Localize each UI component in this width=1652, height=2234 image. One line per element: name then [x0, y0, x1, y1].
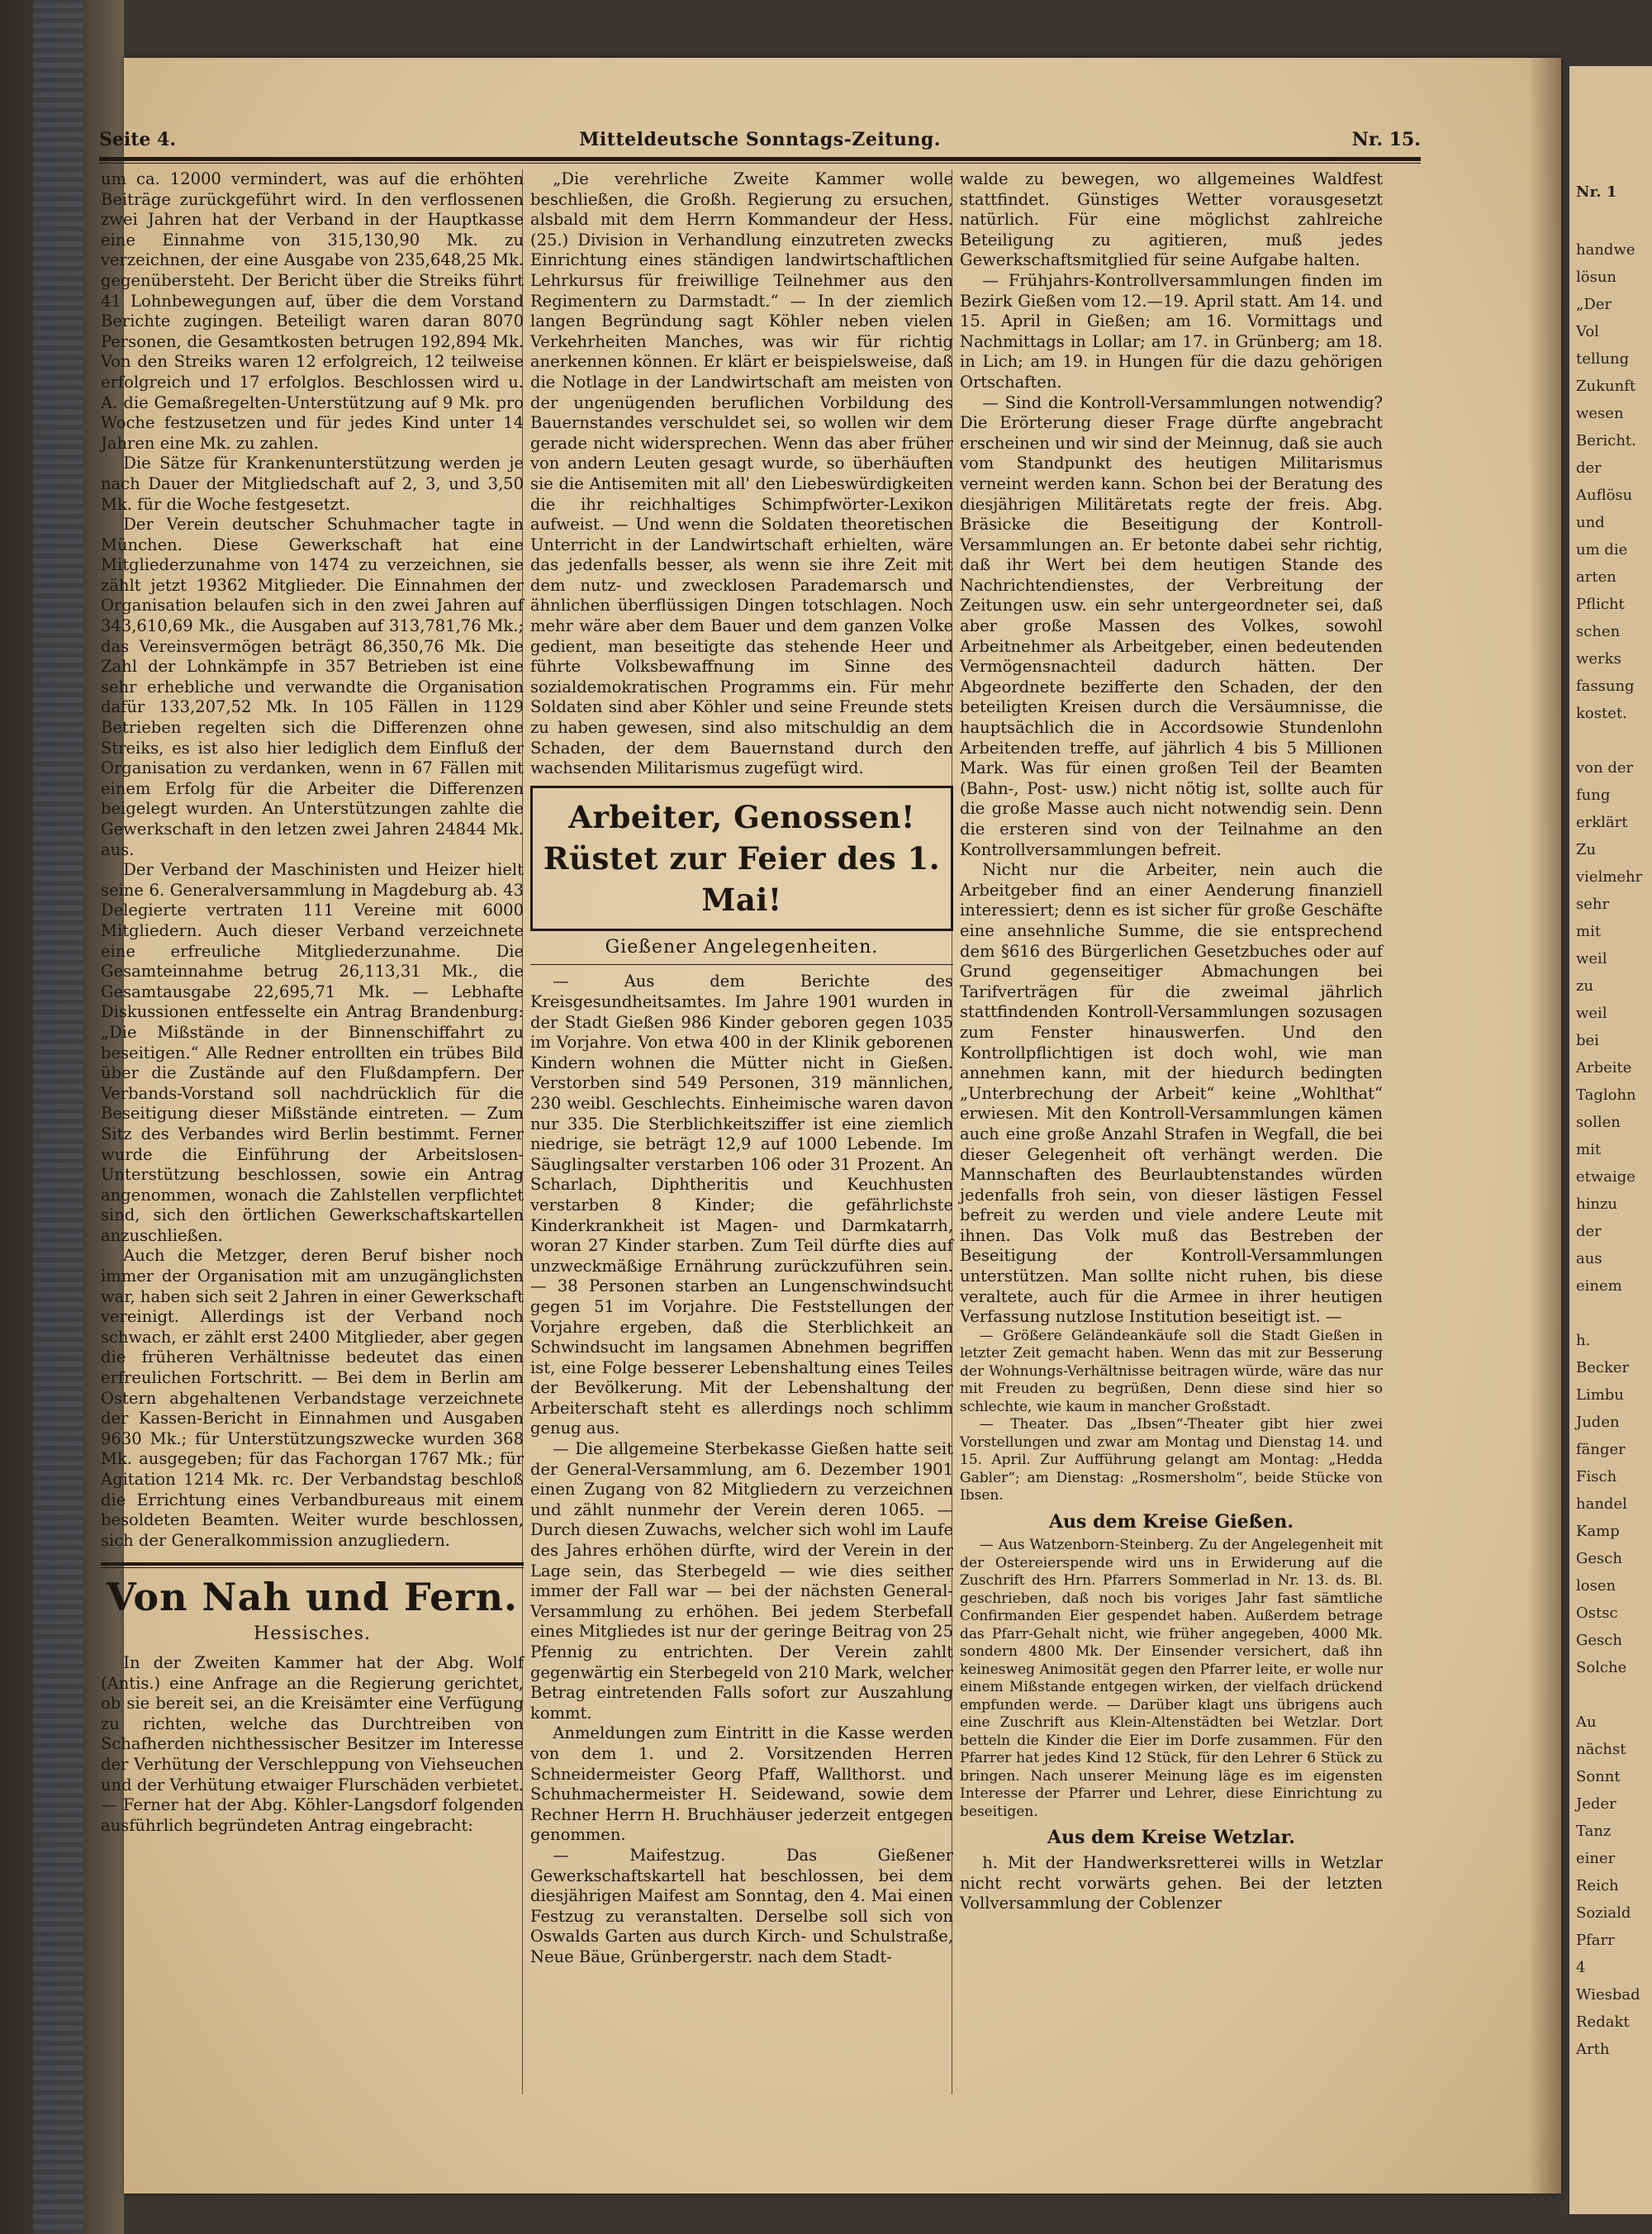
adjacent-page-line: Arth: [1576, 2041, 1610, 2058]
adjacent-page-line: Tanz: [1576, 1823, 1612, 1840]
article-paragraph: h. Mit der Handwerksretterei wills in Wetzlar nicht recht vorwärts gehen. Bei der letzten Vollversammlung der Coblenzer: [960, 1853, 1383, 1913]
gutter-shadow: [1528, 58, 1561, 2194]
article-paragraph: Auch die Metzger, deren Beruf bisher noch immer der Organisation mit am unzugänglichsten war, haben sich seit 2 Jahren in einer Gewerkschaft vereinigt. Allerdings ist der Verband noch schwach, er zählt erst 2400 Mitglieder, aber gegen die früheren Verhältnisse bedeutet das einen erfreulichen Fortschritt. — Bei dem in Berlin am Ostern abgehaltenen Verbandstage verzeichnete der Kassen-Bericht in Einnahmen und Ausgaben 9630 Mk.; für Unterstützungszwecke wurden 368 Mk. ausgegeben; für das Fachorgan 1767 Mk.; für Agitation 1214 Mk. rc. Der Verbandstag beschloß die Errichtung eines Verbandbureaus mit einem besoldeten Beamten. Weiter wurde beschlossen, sich der Generalkommission anzugliedern.: [101, 1246, 524, 1550]
article-paragraph-small: — Theater. Das „Ibsen“-Theater gibt hier zwei Vorstellungen und zwar am Montag und Dienstag 14. und 15. April. Zur Aufführung gelangt am Montag: „Hedda Gabler“; am Dienstag: „Rosmersholm“, beide Stücke von Ibsen.: [960, 1416, 1383, 1504]
adjacent-page-line: 4: [1576, 1959, 1586, 1976]
adjacent-page-line: weil: [1576, 1005, 1607, 1022]
section-subheading: Hessisches.: [254, 1623, 371, 1645]
announcement-line: Arbeiter, Genossen!: [568, 798, 915, 835]
article-paragraph: Der Verein deutscher Schuhmacher tagte in München. Diese Gewerkschaft hat eine Mitgliederzunahme von 1474 zu verzeichnen, sie zählt jetzt 19362 Mitglieder. Die Einnahmen der Organisation belaufen sich in den zwei Jahren auf 343,610,69 Mk., die Ausgaben auf 313,781,76 Mk.; das Vereinsvermögen beträgt 86,350,76 Mk. Die Zahl der Lohnkämpfe in 357 Betrieben ist eine sehr erhebliche und verwandte die Organisation dafür 133,207,52 Mk. In 105 Fällen in 1129 Betrieben regelten sich die Differenzen ohne Streiks, es ist also hier lediglich dem Einfluß der Organisation zu verdanken, wenn in 67 Fällen mit einem Erfolg für die Arbeiter die Differenzen beigelegt wurden. An Unterstützungen zahlte die Gewerkschaft in den letzen zwei Jahren 24844 Mk. aus.: [101, 515, 524, 859]
section-heading: Aus dem Kreise Wetzlar.: [1047, 1827, 1295, 1849]
adjacent-page-line: Solche: [1576, 1659, 1627, 1676]
adjacent-page-line: mit: [1576, 923, 1602, 940]
adjacent-page-line: Becker: [1576, 1359, 1630, 1376]
adjacent-page-line: Sonnt: [1576, 1768, 1621, 1785]
adjacent-page-line: lösun: [1576, 269, 1617, 286]
may-day-announcement-box: [530, 786, 953, 931]
adjacent-page-line: nächst: [1576, 1741, 1626, 1758]
adjacent-page-line: erklärt: [1576, 814, 1628, 831]
adjacent-page-line: fung: [1576, 787, 1611, 804]
page-header: [99, 124, 1421, 157]
book-binding: [33, 0, 83, 2234]
adjacent-page-line: losen: [1576, 1577, 1616, 1595]
adjacent-page-line: aus: [1576, 1250, 1602, 1267]
adjacent-page-line: Kamp: [1576, 1523, 1620, 1540]
section-rule: [530, 964, 953, 965]
section-rule: [101, 1562, 524, 1568]
adjacent-page-header: Nr. 1: [1576, 183, 1617, 201]
article-paragraph: — Maifestzug. Das Gießener Gewerkschaftskartell hat beschlossen, bei dem diesjährigen Maifest am Sonntag, den 4. Mai einen Festzug zu veranstalten. Derselbe soll sich von Oswalds Garten aus durch Kirch- und Schulstraße, Neue Bäue, Grünbergerstr. nach dem Stadt-: [530, 1845, 953, 1966]
adjacent-page-line: Pfarr: [1576, 1932, 1615, 1949]
article-paragraph-small: — Aus Watzenborn-Steinberg. Zu der Angelegenheit mit der Ostereierspende wird uns in Erwiderung auf die Zuschrift des Hrn. Pfarrers Sommerlad in Nr. 13. ds. Bl. geschrieben, daß noch bis voriges Jahr fast sämtliche Confirmanden Eier gespendet haben. Außerdem betrage das Pfarr-Gehalt nicht, wie früher angegeben, 4000 Mk. sondern 4800 Mk. Der Einsender versichert, daß ihn keinesweg Animosität gegen den Pfarrer leite, er wolle nur einem Mißstande entgegen wirken, der vielfach drückend empfunden werde. — Darüber klagt uns übrigens auch eine Zuschrift aus Klein-Altenstädten bei Wetzlar. Dort betteln die Kinder die Eier im Dorfe zusammen. Für den Pfarrer hat jedes Kind 12 Stück, für den Lehrer 6 Stück zu bringen. Nach unserer Meinung läge es im eigensten Interesse der Pfarrer und Lehrer, diese Einrichtung zu beseitigen.: [960, 1537, 1383, 1820]
adjacent-page-line: sollen: [1576, 1114, 1621, 1131]
adjacent-page-line: tellung: [1576, 350, 1630, 368]
article-paragraph: — Aus dem Berichte des Kreisgesundheitsamtes. Im Jahre 1901 wurden in der Stadt Gießen 986 Kinder geboren gegen 1035 im Vorjahre. Von etwa 400 in der Klinik geborenen Kindern wohnen die Mütter nicht in Gießen. Verstorben sind 549 Personen, 319 männlichen, 230 weibl. Geschlechts. Einheimische waren davon nur 335. Die Sterblichkeitsziffer ist eine ziemlich niedrige, sie beträgt 12,9 auf 1000 Lebende. Im Säuglingsalter verstarben 106 oder 31 Prozent. An Scharlach, Diphtheritis und Keuchhusten verstarben 8 Kinder; die gefährlichste Kinderkrankheit ist Magen- und Darmkatarrh, woran 27 Kinder starben. Zum Teil dürfte dies auf unzweckmäßige Ernährung zurückzuführen sein. — 38 Personen starben an Lungenschwindsucht gegen 51 im Vorjahre. Die Feststellungen der Vorjahre ergeben, daß die Sterblichkeit an Schwindsucht im langsamen Abnehmen begriffen ist, eine Folge besserer Lebenshaltung eines Teiles der Bevölkerung. Mit der Lebenshaltung der Arbeiterschaft steht es allerdings noch schlimm genug aus.: [530, 972, 953, 1438]
adjacent-page-line: Juden: [1576, 1414, 1620, 1431]
adjacent-page-line: „Der: [1576, 296, 1612, 313]
adjacent-page-line: mit: [1576, 1141, 1602, 1158]
header-rule: [99, 157, 1421, 164]
adjacent-page-line: Limbu: [1576, 1386, 1624, 1404]
adjacent-page-line: Gesch: [1576, 1632, 1622, 1649]
announcement-line: Rüstet zur Feier des 1. Mai!: [543, 839, 941, 918]
adjacent-page-line: vielmehr: [1576, 868, 1643, 886]
adjacent-page-line: handel: [1576, 1495, 1627, 1513]
adjacent-page-line: werks: [1576, 650, 1621, 668]
article-paragraph-small: — Größere Geländeankäufe soll die Stadt Gießen in letzter Zeit gemacht haben. Wenn das mit zur Besserung der Wohnungs-Verhältnisse beitragen würde, wäre das nur mit Freuden zu begrüßen, Denn diese sind hier so schlechte, wie kaum in mancher Großstadt.: [960, 1327, 1383, 1415]
adjacent-page-line: fassung: [1576, 677, 1635, 695]
adjacent-page-line: Taglohn: [1576, 1086, 1636, 1104]
adjacent-page-line: bei: [1576, 1032, 1599, 1049]
adjacent-page-line: weil: [1576, 950, 1607, 967]
adjacent-page-line: Bericht.: [1576, 432, 1636, 449]
adjacent-page-edge: [1569, 66, 1652, 2214]
article-paragraph: „Die verehrliche Zweite Kammer wolle beschließen, die Großh. Regierung zu ersuchen, alsbald mit dem Herrn Kommandeur der Hess. (25.) Division in Verhandlung einzutreten zwecks Einrichtung eines ständigen landwirtschaftlichen Lehrkursus für freiwillige Teilnehmer aus den Regimentern zu Darmstadt.“ — In der ziemlich langen Begründung sagt Köhler neben vielen Verkehrheiten Manches, was wir für richtig anerkennen können. Er klärt er beispielsweise, daß die Notlage in der Landwirtschaft am meisten von der ungenügenden beruflichen Vorbildung des Bauernstandes verschuldet sei, so wollen wir dem gerade nicht widersprechen. Wenn das aber früher von andern Leuten gesagt wurde, so überhäuften sie die Antisemiten mit all' den Liebeswürdigkeiten die ihr reichhaltiges Schimpfwörter-Lexikon aufweist. — Und wenn die Soldaten theoretischen Unterricht in der Landwirtschaft erhielten, wäre das jedenfalls besser, als wenn sie ihre Zeit mit dem nutz- und zwecklosen Parademarsch und ähnlichen überflüssigen Dingen totschlagen. Noch mehr wäre aber dem Bauer und dem ganzen Volke gedient, man beseitigte das stehende Heer und führte Volksbewaffnung im Sinne des sozialdemokratischen Programms ein. Für mehr Soldaten sind aber Köhler und seine Freunde stets zu haben gewesen, sind also mitschuldig an dem Schaden, der dem Bauernstand durch den wachsenden Militarismus zugefügt wird.: [530, 169, 953, 778]
article-paragraph: um ca. 12000 vermindert, was auf die erhöhten Beiträge zurückgeführt wird. In den verflossenen zwei Jahren hat der Verband in der Hauptkasse eine Einnahme von 315,130,90 Mk. zu verzeichnen, der eine Ausgabe von 235,648,25 Mk. gegenübersteht. Der Bericht über die Streiks führt 41 Lohnbewegungen auf, über die dem Vorstand Berichte zugingen. Beteiligt waren daran 8070 Personen, die Gesamtkosten betrugen 192,894 Mk. Von den Streiks waren 12 erfolgreich, 12 teilweise erfolgreich und 17 erfolglos. Beschlossen wird u. A. die Gemaßregelten-Unterstützung auf 9 Mk. pro Woche festzusetzen und für jedes Kind unter 14 Jahren eine Mk. zu zahlen.: [101, 169, 524, 453]
adjacent-page-line: handwe: [1576, 241, 1635, 259]
adjacent-page-line: Redakt: [1576, 2013, 1630, 2031]
adjacent-page-line: Zukunft: [1576, 378, 1636, 395]
issue-number: Nr. 15.: [1351, 129, 1421, 150]
adjacent-page-line: schen: [1576, 623, 1621, 640]
adjacent-page-line: Jeder: [1576, 1795, 1616, 1813]
adjacent-page-line: wesen: [1576, 405, 1624, 422]
adjacent-page-line: arten: [1576, 568, 1616, 586]
adjacent-page-line: kostet.: [1576, 705, 1627, 722]
adjacent-page-line: einer: [1576, 1850, 1616, 1867]
adjacent-page-line: der: [1576, 459, 1602, 477]
adjacent-page-line: zu: [1576, 977, 1594, 995]
adjacent-page-line: Auflösu: [1576, 487, 1633, 504]
adjacent-page-line: etwaige: [1576, 1168, 1635, 1186]
adjacent-page-line: Wiesbad: [1576, 1986, 1640, 2003]
adjacent-page-line: einem: [1576, 1277, 1622, 1295]
adjacent-page-line: sehr: [1576, 896, 1610, 913]
section-heading: Von Nah und Fern.: [106, 1575, 519, 1620]
adjacent-page-line: um die: [1576, 541, 1628, 558]
article-paragraph: — Die allgemeine Sterbekasse Gießen hatte seit der General-Versammlung, am 6. Dezember 1901 einen Zugang von 82 Mitgliedern zu verzeichnen und zählt nunmehr der Verein deren 1065. — Durch diesen Zuwachs, welcher sich wohl im Laufe des Jahres erhöhen dürfte, wird der Verein in der Lage sein, das Sterbegeld — wie dies seither immer der Fall war — bei der nächsten General-Versammlung zu erhöhen. Bei jedem Sterbefall eines Mitgliedes ist nur der geringe Beitrag von 25 Pfennig zu entrichten. Der Verein zahlt gegenwärtig ein Sterbegeld von 210 Mark, welcher Betrag eintretenden Falls sofort zur Auszahlung kommt.: [530, 1439, 953, 1723]
column-2: [530, 169, 953, 2070]
article-paragraph: In der Zweiten Kammer hat der Abg. Wolf (Antis.) eine Anfrage an die Regierung gerichtet, ob sie bereit sei, an die Kreisämter eine Verfügung zu richten, welche das Durchtreiben von Schafherden nichthessischer Besitzer im Interesse der Verhütung der Verschleppung von Viehseuchen und der Verhütung etwaiger Flurschäden verbietet. — Ferner hat der Abg. Köhler-Langsdorf folgenden ausführlich begründeten Antrag eingebracht:: [101, 1652, 524, 1835]
adjacent-page-line: von der: [1576, 759, 1634, 777]
newspaper-title: Mitteldeutsche Sonntags-Zeitung.: [579, 129, 941, 150]
adjacent-page-line: Gesch: [1576, 1550, 1622, 1567]
adjacent-page-line: Soziald: [1576, 1904, 1631, 1922]
adjacent-page-line: h.: [1576, 1332, 1591, 1349]
adjacent-page-line: Zu: [1576, 841, 1597, 858]
adjacent-page-line: und: [1576, 514, 1605, 531]
adjacent-page-line: Fisch: [1576, 1468, 1617, 1485]
section-heading: Aus dem Kreise Gießen.: [1048, 1510, 1294, 1533]
section-heading: Gießener Angelegenheiten.: [605, 936, 879, 958]
page-number: Seite 4.: [99, 129, 177, 150]
adjacent-page-line: der: [1576, 1223, 1602, 1240]
adjacent-page-line: Arbeite: [1576, 1059, 1632, 1077]
column-3: [960, 169, 1383, 2070]
adjacent-page-line: fänger: [1576, 1441, 1626, 1458]
adjacent-page-line: Vol: [1576, 323, 1599, 340]
adjacent-page-line: Pflicht: [1576, 596, 1625, 613]
column-1: [101, 169, 524, 2070]
article-paragraph: Anmeldungen zum Eintritt in die Kasse werden von dem 1. und 2. Vorsitzenden Herren Schneidermeister Georg Pfaff, Wallthorst. und Schuhmachermeister H. Seidewand, sowie dem Rechner Herrn H. Bruchhäuser jederzeit entgegen genommen.: [530, 1723, 953, 1845]
article-paragraph: walde zu bewegen, wo allgemeines Waldfest stattfindet. Günstiges Wetter vorausgesetzt natürlich. Für eine möglichst zahlreiche Beteiligung zu agitieren, muß jedes Gewerkschaftsmitglied für seine Aufgabe halten.: [960, 169, 1383, 270]
article-paragraph: Die Sätze für Krankenunterstützung werden je nach Dauer der Mitgliedschaft auf 2, 3, und 3,50 Mk. für die Woche festgesetzt.: [101, 454, 524, 514]
article-paragraph: Nicht nur die Arbeiter, nein auch die Arbeitgeber find an einer Aenderung finanziell interessiert; denn es ist sicher für große Geschäfte eine ansehnliche Summe, die sie entsprechend dem §616 des Bürgerlichen Gesetzbuches oder auf Grund gegenseitiger Abmachungen bei Tarifverträgen für die zweimal jährlich stattfindenden Kontroll-Versammlungen sozusagen zum Fenster hinauswerfen. Und den Kontrollpflichtigen ist doch wohl, wie man annehmen kann, mit der hiedurch bedingten „Unterbrechung der Arbeit“ keine „Wohlthat“ erwiesen. Mit den Kontroll-Versammlungen kämen auch eine große Anzahl Strafen in Wegfall, die bei dieser Gelegenheit oft verhängt werden. Die Mannschaften des Beurlaubtenstandes würden jedenfalls froh sein, von dieser lästigen Fessel befreit zu werden und viele andere Leute mit ihnen. Das Volk muß das Bestreben der Beseitigung der Kontroll-Versammlungen unterstützen. Man sollte nicht ruhen, bis diese veraltete, auch für die Armee in ihrer heutigen Verfassung nutzlose Institution beseitigt ist. —: [960, 860, 1383, 1327]
article-paragraph: — Frühjahrs-Kontrollversammlungen finden im Bezirk Gießen vom 12.—19. April statt. Am 14. und 15. April in Gießen; am 16. Vormittags und Nachmittags in Lollar; am 17. in Grünberg; am 18. in Lich; am 19. in Hungen für die dazu gehörigen Ortschaften.: [960, 270, 1383, 392]
adjacent-page-line: Au: [1576, 1714, 1597, 1731]
adjacent-page-line: Ostsc: [1576, 1604, 1618, 1622]
adjacent-page-line: Reich: [1576, 1877, 1619, 1894]
article-paragraph: — Sind die Kontroll-Versammlungen notwendig? Die Erörterung dieser Frage dürfte angebracht erscheinen und wir sind der Meinnug, daß sie auch vom Standpunkt des heutigen Militarismus verneint werden kann. Schon bei der Beratung des diesjährigen Militäretats regte der freis. Abg. Bräsicke die Beseitigung der Kontroll-Versammlungen an. Er betonte dabei sehr richtig, daß ihr Wert bei dem heutigen Stande des Nachrichtendienstes, der Verbreitung der Zeitungen usw. ein sehr untergeordneter sei, daß aber große Massen des Volkes, sowohl Arbeitnehmer als Arbeitgeber, einen bedeutenden Vermögensnachteil dadurch hätten. Der Abgeordnete bezifferte den Schaden, der den beteiligten Kreisen durch die Versäumnisse, die hauptsächlich die in Accordsowie Stundenlohn Arbeitenden treffe, auf jährlich 4 bis 5 Millionen Mark. Was für einen großen Teil der Beamten (Bahn-, Post- usw.) nicht nötig ist, sollte auch für die große Masse auch nicht notwendig sein. Denn die ersteren sind von der Teilnahme an den Kontrollversammlungen befreit.: [960, 392, 1383, 859]
adjacent-page-line: hinzu: [1576, 1195, 1618, 1213]
article-paragraph: Der Verband der Maschinisten und Heizer hielt seine 6. Generalversammlung in Magdeburg ab. 43 Delegierte vertraten 111 Vereine mit 6000 Mitgliedern. Auch dieser Verband verzeichnete eine erfreuliche Mitgliederzunahme. Die Gesamteinnahme betrug 26,113,31 Mk., die Gesamtausgabe 22,695,71 Mk. — Lebhafte Diskussionen entfesselte ein Antrag Brandenburg: „Die Mißstände in der Binnenschiffahrt zu beseitigen.“ Alle Redner entrollten ein trübes Bild über die Zustände auf den Flußdampfern. Der Verbands-Vorstand soll nachdrücklich für die Beseitigung dieser Mißstände eintreten. — Zum Sitz des Verbandes wird Berlin bestimmt. Ferner wurde die Einführung der Arbeitslosen-Unterstützung beschlossen, sowie ein Antrag angenommen, wonach die Zahlstellen verpflichtet sind, sich den örtlichen Gewerkschaftskartellen anzuschließen.: [101, 860, 524, 1245]
